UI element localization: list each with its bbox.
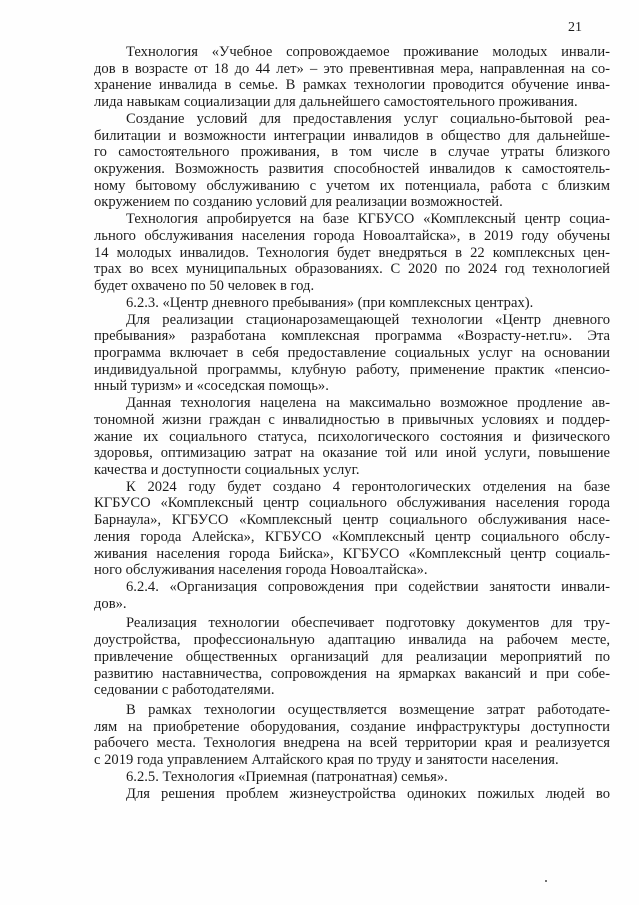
text-line: К 2024 году будет создано 4 геронтологических отделения на базе: [126, 478, 610, 495]
text-line: хранение инвалида в семье. В рамках технологии проводится обучение инва-: [94, 77, 610, 94]
text-line: пребывания» разработана комплексная программа «Возрасту-нет.ru». Эта: [94, 328, 610, 345]
text-line: индивидуальной программы, клубную работу, применение практик «пенсио-: [94, 361, 610, 378]
text-line: 14 молодых инвалидов. Технология будет внедряться в 22 комплексных цен-: [94, 244, 610, 261]
text-line: будет охвачено по 50 человек в год.: [94, 278, 315, 295]
text-line: дов».: [94, 595, 127, 612]
text-line: 6.2.3. «Центр дневного пребывания» (при комплексных центрах).: [126, 294, 534, 311]
page-number: 21: [568, 20, 582, 35]
text-line: лида навыкам социализации для дальнейшего самостоятельного проживания.: [94, 94, 578, 111]
scan-speck: [545, 880, 547, 882]
text-line: окружения. Возможность развития способностей инвалидов к самостоятель-: [94, 161, 610, 178]
text-line: развитию наставничества, сопровождения на ярмарках вакансий и при собе-: [94, 665, 610, 682]
text-line: седовании с работодателями.: [94, 682, 275, 699]
text-line: живания населения города Бийска», КГБУСО «Комплексный центр социаль-: [94, 545, 610, 562]
text-line: Для реализации стационарозамещающей технологии «Центр дневного: [126, 311, 610, 328]
text-line: окружением по созданию условий для реализации возможностей.: [94, 194, 503, 211]
text-line: рабочего места. Технология внедрена на всей территории края и реализуется: [94, 735, 610, 752]
text-line: Для решения проблем жизнеустройства одиноких пожилых людей во: [126, 785, 610, 802]
text-line: привлечение общественных организаций для реализации мероприятий по: [94, 648, 610, 665]
text-line: ного обслуживания населения города Новоалтайска».: [94, 562, 428, 579]
text-line: Технология апробируется на базе КГБУСО «Комплексный центр социа-: [126, 211, 610, 228]
text-line: Данная технология нацелена на максимально возможное продление ав-: [126, 395, 610, 412]
text-line: Технология «Учебное сопровождаемое проживание молодых инвали-: [126, 44, 610, 60]
text-line: с 2019 года управлением Алтайского края по труду и занятости населения.: [94, 752, 559, 769]
text-line: билитации и возможности интеграции инвалидов в общество для дальнейше-: [94, 127, 610, 144]
text-line: КГБУСО «Комплексный центр социального обслуживания населения города: [94, 495, 610, 512]
text-line: тономной жизни граждан с инвалидностью в привычных условиях и поддер-: [94, 411, 610, 428]
text-line: ления города Алейска», КГБУСО «Комплексный центр социального обслу-: [94, 528, 610, 545]
document-body: [94, 44, 610, 802]
text-line: 6.2.4. «Организация сопровождения при содействии занятости инвали-: [126, 579, 610, 595]
text-line: го самостоятельного проживания, в том числе в случае утраты близкого: [94, 144, 610, 161]
text-line: ному бытовому обслуживанию с учетом их потенциала, работа с близким: [94, 177, 610, 194]
text-line: нный туризм» и «соседская помощь».: [94, 378, 329, 395]
text-line: лям на приобретение оборудования, создание инфраструктуры доступности: [94, 718, 610, 735]
text-line: здоровья, оптимизацию затрат на оказание той или иной услуги, повышение: [94, 445, 610, 462]
text-line: доустройства, профессиональную адаптацию инвалида на рабочем месте,: [94, 632, 610, 649]
text-line: Создание условий для предоставления услуг социально-бытовой реа-: [126, 110, 610, 127]
text-line: Барнаула», КГБУСО «Комплексный центр социального обслуживания насе-: [94, 512, 610, 529]
text-line: льного обслуживания населения города Новоалтайска», в 2019 году обучены: [94, 227, 610, 244]
text-line: В рамках технологии осуществляется возмещение затрат работодате-: [126, 702, 610, 719]
text-line: Реализация технологии обеспечивает подготовку документов для тру-: [126, 615, 610, 632]
text-line: 6.2.5. Технология «Приемная (патронатная) семья».: [126, 768, 448, 785]
text-line: качества и доступности социальных услуг.: [94, 461, 360, 478]
text-line: жание их социального статуса, психологического состояния и физического: [94, 428, 610, 445]
text-line: трах во всех муниципальных образованиях. С 2020 по 2024 год технологией: [94, 261, 610, 278]
text-line: программа включает в себя предоставление социальных услуг на основании: [94, 344, 610, 361]
text-line: дов в возрасте от 18 до 44 лет» – это превентивная мера, направленная на со-: [94, 60, 610, 77]
